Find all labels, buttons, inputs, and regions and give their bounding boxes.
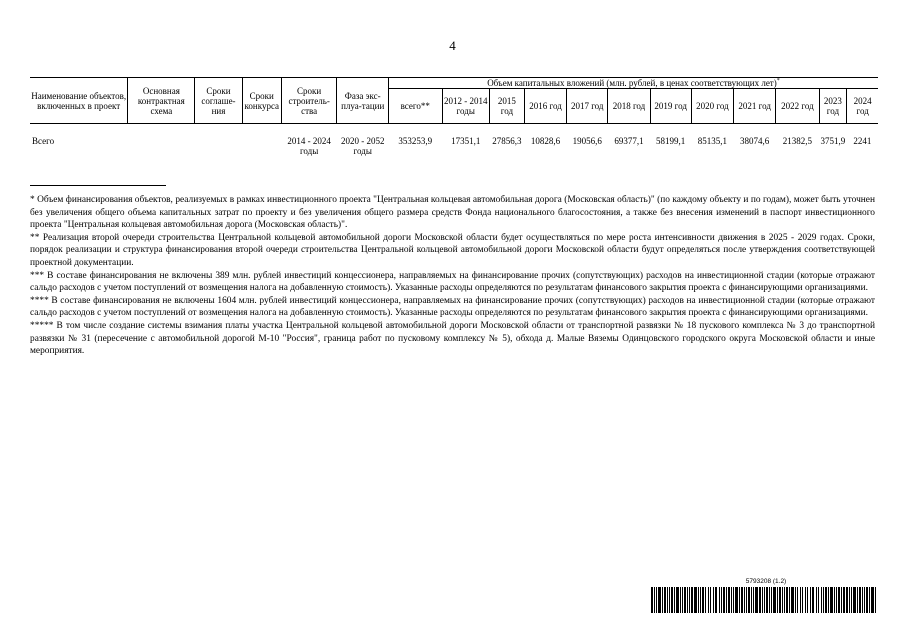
header-year: 2024 год: [847, 89, 878, 124]
barcode-bar: [691, 587, 693, 613]
barcode-bar: [862, 587, 863, 613]
cell-empty: [195, 124, 242, 157]
barcode-bar: [841, 587, 842, 613]
barcode-bar: [751, 587, 752, 613]
barcode-bar: [846, 587, 848, 613]
cell-year-value: 3751,9: [820, 136, 846, 146]
barcode-bar: [744, 587, 745, 613]
header-year: 2018 год: [608, 89, 650, 124]
barcode-bar: [766, 587, 768, 613]
barcode-bar: [700, 587, 701, 613]
barcode-bar: [843, 587, 845, 613]
barcode-bar: [789, 587, 790, 613]
barcode-bar: [866, 587, 868, 613]
barcode-bar: [851, 587, 852, 613]
cell-year-value: 69377,1: [614, 136, 644, 146]
barcode-bar: [680, 587, 681, 613]
barcode-block: [651, 578, 881, 613]
barcode-bar: [671, 587, 673, 613]
header-year: 2017 год: [567, 89, 608, 124]
barcode-bar: [834, 587, 835, 613]
header-object-name: Наименование объектов, включенных в проект: [30, 78, 128, 124]
barcode-bar: [651, 587, 653, 613]
header-year: 2021 год: [734, 89, 776, 124]
barcode-label: 5793208 (1.2): [745, 578, 787, 585]
header-agreement-terms: Сроки соглаше-ния: [195, 78, 242, 124]
header-contract-scheme: Основная контрактная схема: [128, 78, 195, 124]
barcode-bar: [853, 587, 856, 613]
barcode-bar: [849, 587, 850, 613]
barcode-bar: [658, 587, 661, 613]
barcode-bar: [791, 587, 794, 613]
header-investment-volume: Объем капитальных вложений (млн. рублей, в ценах соответствующих лет)*: [388, 78, 878, 89]
header-year: 2015 год: [489, 89, 524, 124]
cell-year-value: 85135,1: [697, 136, 728, 146]
barcode-image: [651, 587, 881, 613]
barcode-bar: [726, 587, 727, 613]
cell-year-value: 38074,6: [740, 136, 770, 146]
barcode-bar: [713, 587, 714, 613]
footnote: **** В составе финансирования не включены 1604 млн. рублей инвестиций концессионера, направляемых на финансирование прочих (сопутствующих) расходов на инвестиционной стадии (которые отражают сальдо расходов с учетом поступлений от возмещения налога на добавленную стоимость). Указанные расходы определяются по результатам финансового закрытия проекта с финансирующими организациями.: [30, 295, 875, 319]
header-year: 2016 год: [524, 89, 566, 124]
barcode-bar: [779, 587, 781, 613]
barcode-bar: [753, 587, 754, 613]
cell-year-value: 58199,1: [656, 136, 686, 146]
barcode-bar: [731, 587, 732, 613]
barcode-bar: [786, 587, 788, 613]
header-year: 2022 год: [776, 89, 819, 124]
barcode-bar: [656, 587, 657, 613]
cell-year-value: 17351,1: [451, 136, 481, 146]
barcode-bar: [755, 587, 758, 613]
barcode-bar: [859, 587, 861, 613]
barcode-bar: [687, 587, 688, 613]
cell-construction-period: 2014 - 2024 годы: [287, 136, 331, 156]
barcode-bar: [825, 587, 827, 613]
barcode-bar: [782, 587, 783, 613]
barcode-bar: [762, 587, 763, 613]
barcode-bar: [741, 587, 743, 613]
barcode-bar: [719, 587, 720, 613]
barcode-bar: [684, 587, 686, 613]
cell-operation-period: 2020 - 2052 годы: [340, 136, 385, 156]
header-year: 2012 - 2014 годы: [442, 89, 489, 124]
barcode-bar: [802, 587, 803, 613]
barcode-bar: [797, 587, 798, 613]
barcode-bar: [836, 587, 837, 613]
cell-empty: [128, 124, 195, 157]
header-construction-terms: Сроки строитель-ства: [281, 78, 337, 124]
footnotes: [30, 194, 875, 358]
barcode-bar: [698, 587, 699, 613]
barcode-bar: [674, 587, 675, 613]
barcode-bar: [723, 587, 725, 613]
barcode-bar: [838, 587, 840, 613]
cell-year-value: 21382,5: [782, 136, 812, 146]
barcode-bar: [705, 587, 706, 613]
header-year: 2020 год: [691, 89, 733, 124]
barcode-bar: [739, 587, 740, 613]
cell-empty: [242, 124, 281, 157]
capital-investment-table: [30, 77, 878, 156]
barcode-bar: [667, 587, 668, 613]
barcode-bar: [694, 587, 697, 613]
barcode-bar: [818, 587, 820, 613]
footnote: ***** В том числе создание системы взимания платы участка Центральной кольцевой автомобильной дороги Московской области от транспортной развязки № 18 пускового комплекса № 3 до транспортной развязки № 31 (пересечение с автомобильной дорогой М-10 "Россия", граница работ по пусковому комплексу № 5), обхода д. Малые Вяземы Одинцовского городского округа Московской области и иные мероприятия.: [30, 320, 875, 357]
header-total: всего**: [388, 89, 442, 124]
barcode-bar: [810, 587, 811, 613]
cell-year-value: 27856,3: [492, 136, 522, 146]
barcode-bar: [769, 587, 770, 613]
barcode-bar: [823, 587, 824, 613]
barcode-bar: [805, 587, 806, 613]
header-operation-phase: Фаза экс-плуа-тации: [337, 78, 389, 124]
barcode-bar: [777, 587, 778, 613]
barcode-bar: [828, 587, 829, 613]
cell-total: 353253,9: [398, 136, 433, 146]
barcode-bar: [759, 587, 761, 613]
header-year: 2023 год: [819, 89, 847, 124]
footnote: *** В составе финансирования не включены 389 млн. рублей инвестиций концессионера, направляемых на финансирование прочих (сопутствующих) расходов на инвестиционной стадии (которые отражают сальдо расходов с учетом поступлений от возмещения налога на добавленную стоимость). Указанные расходы определяются по результатам финансового закрытия проекта с финансирующими организациями.: [30, 270, 875, 294]
barcode-bar: [676, 587, 679, 613]
footnote: * Объем финансирования объектов, реализуемых в рамках инвестиционного проекта "Центральная кольцевая автомобильная дорога (Московская область)" (по каждому объекту и по годам), может быть уточнен без увеличения общего объема капитальных затрат по проекту и без увеличения общего размера средств Фонда национального благосостояния, а также без внесения изменений в паспорт инвестиционного проекта "Центральная кольцевая автомобильная дорога (Московская область)".: [30, 195, 875, 231]
barcode-bar: [771, 587, 772, 613]
footnote: ** Реализация второй очереди строительства Центральной кольцевой автомобильной дороги Московской области будет осуществляться по мере роста интенсивности движения в 2025 - 2029 годах. Сроки, порядок реализации и структура финансирования второй очереди строительства Центральной кольцевой автомобильной дороги Московской области будут определяться после утверждения соответствующей проектной документации.: [30, 232, 875, 268]
barcode-bar: [773, 587, 776, 613]
barcode-bar: [800, 587, 802, 613]
barcode-bar: [784, 587, 785, 613]
barcode-bar: [710, 587, 712, 613]
barcode-bar: [821, 587, 822, 613]
barcode-bar: [708, 587, 709, 613]
barcode-bar: [669, 587, 670, 613]
barcode-bar: [654, 587, 655, 613]
barcode-bar: [812, 587, 815, 613]
barcode-bar: [715, 587, 718, 613]
cell-year-value: 10828,6: [530, 136, 561, 146]
barcode-bar: [871, 587, 874, 613]
barcode-bar: [735, 587, 738, 613]
footnote-divider: [30, 185, 166, 186]
footnote-mark: *: [776, 78, 780, 84]
barcode-bar: [795, 587, 796, 613]
barcode-bar: [864, 587, 865, 613]
barcode-bar: [664, 587, 666, 613]
barcode-bar: [721, 587, 722, 613]
row-label: Всего: [32, 136, 55, 146]
barcode-bar: [689, 587, 690, 613]
barcode-bar: [764, 587, 765, 613]
barcode-bar: [702, 587, 704, 613]
barcode-bar: [816, 587, 817, 613]
barcode-bar: [733, 587, 734, 613]
barcode-bar: [662, 587, 663, 613]
barcode-bar: [748, 587, 750, 613]
barcode-bar: [682, 587, 683, 613]
header-year: 2019 год: [650, 89, 691, 124]
header-tender-terms: Сроки конкурса: [242, 78, 281, 124]
barcode-bar: [728, 587, 730, 613]
barcode-bar: [875, 587, 876, 613]
cell-year-value: 2241: [853, 136, 872, 146]
cell-year-value: 19056,6: [572, 136, 602, 146]
barcode-bar: [830, 587, 833, 613]
barcode-bar: [746, 587, 747, 613]
page-number: 4: [449, 38, 456, 53]
table-row: [30, 124, 878, 157]
barcode-bar: [869, 587, 870, 613]
barcode-bar: [857, 587, 858, 613]
barcode-bar: [807, 587, 809, 613]
